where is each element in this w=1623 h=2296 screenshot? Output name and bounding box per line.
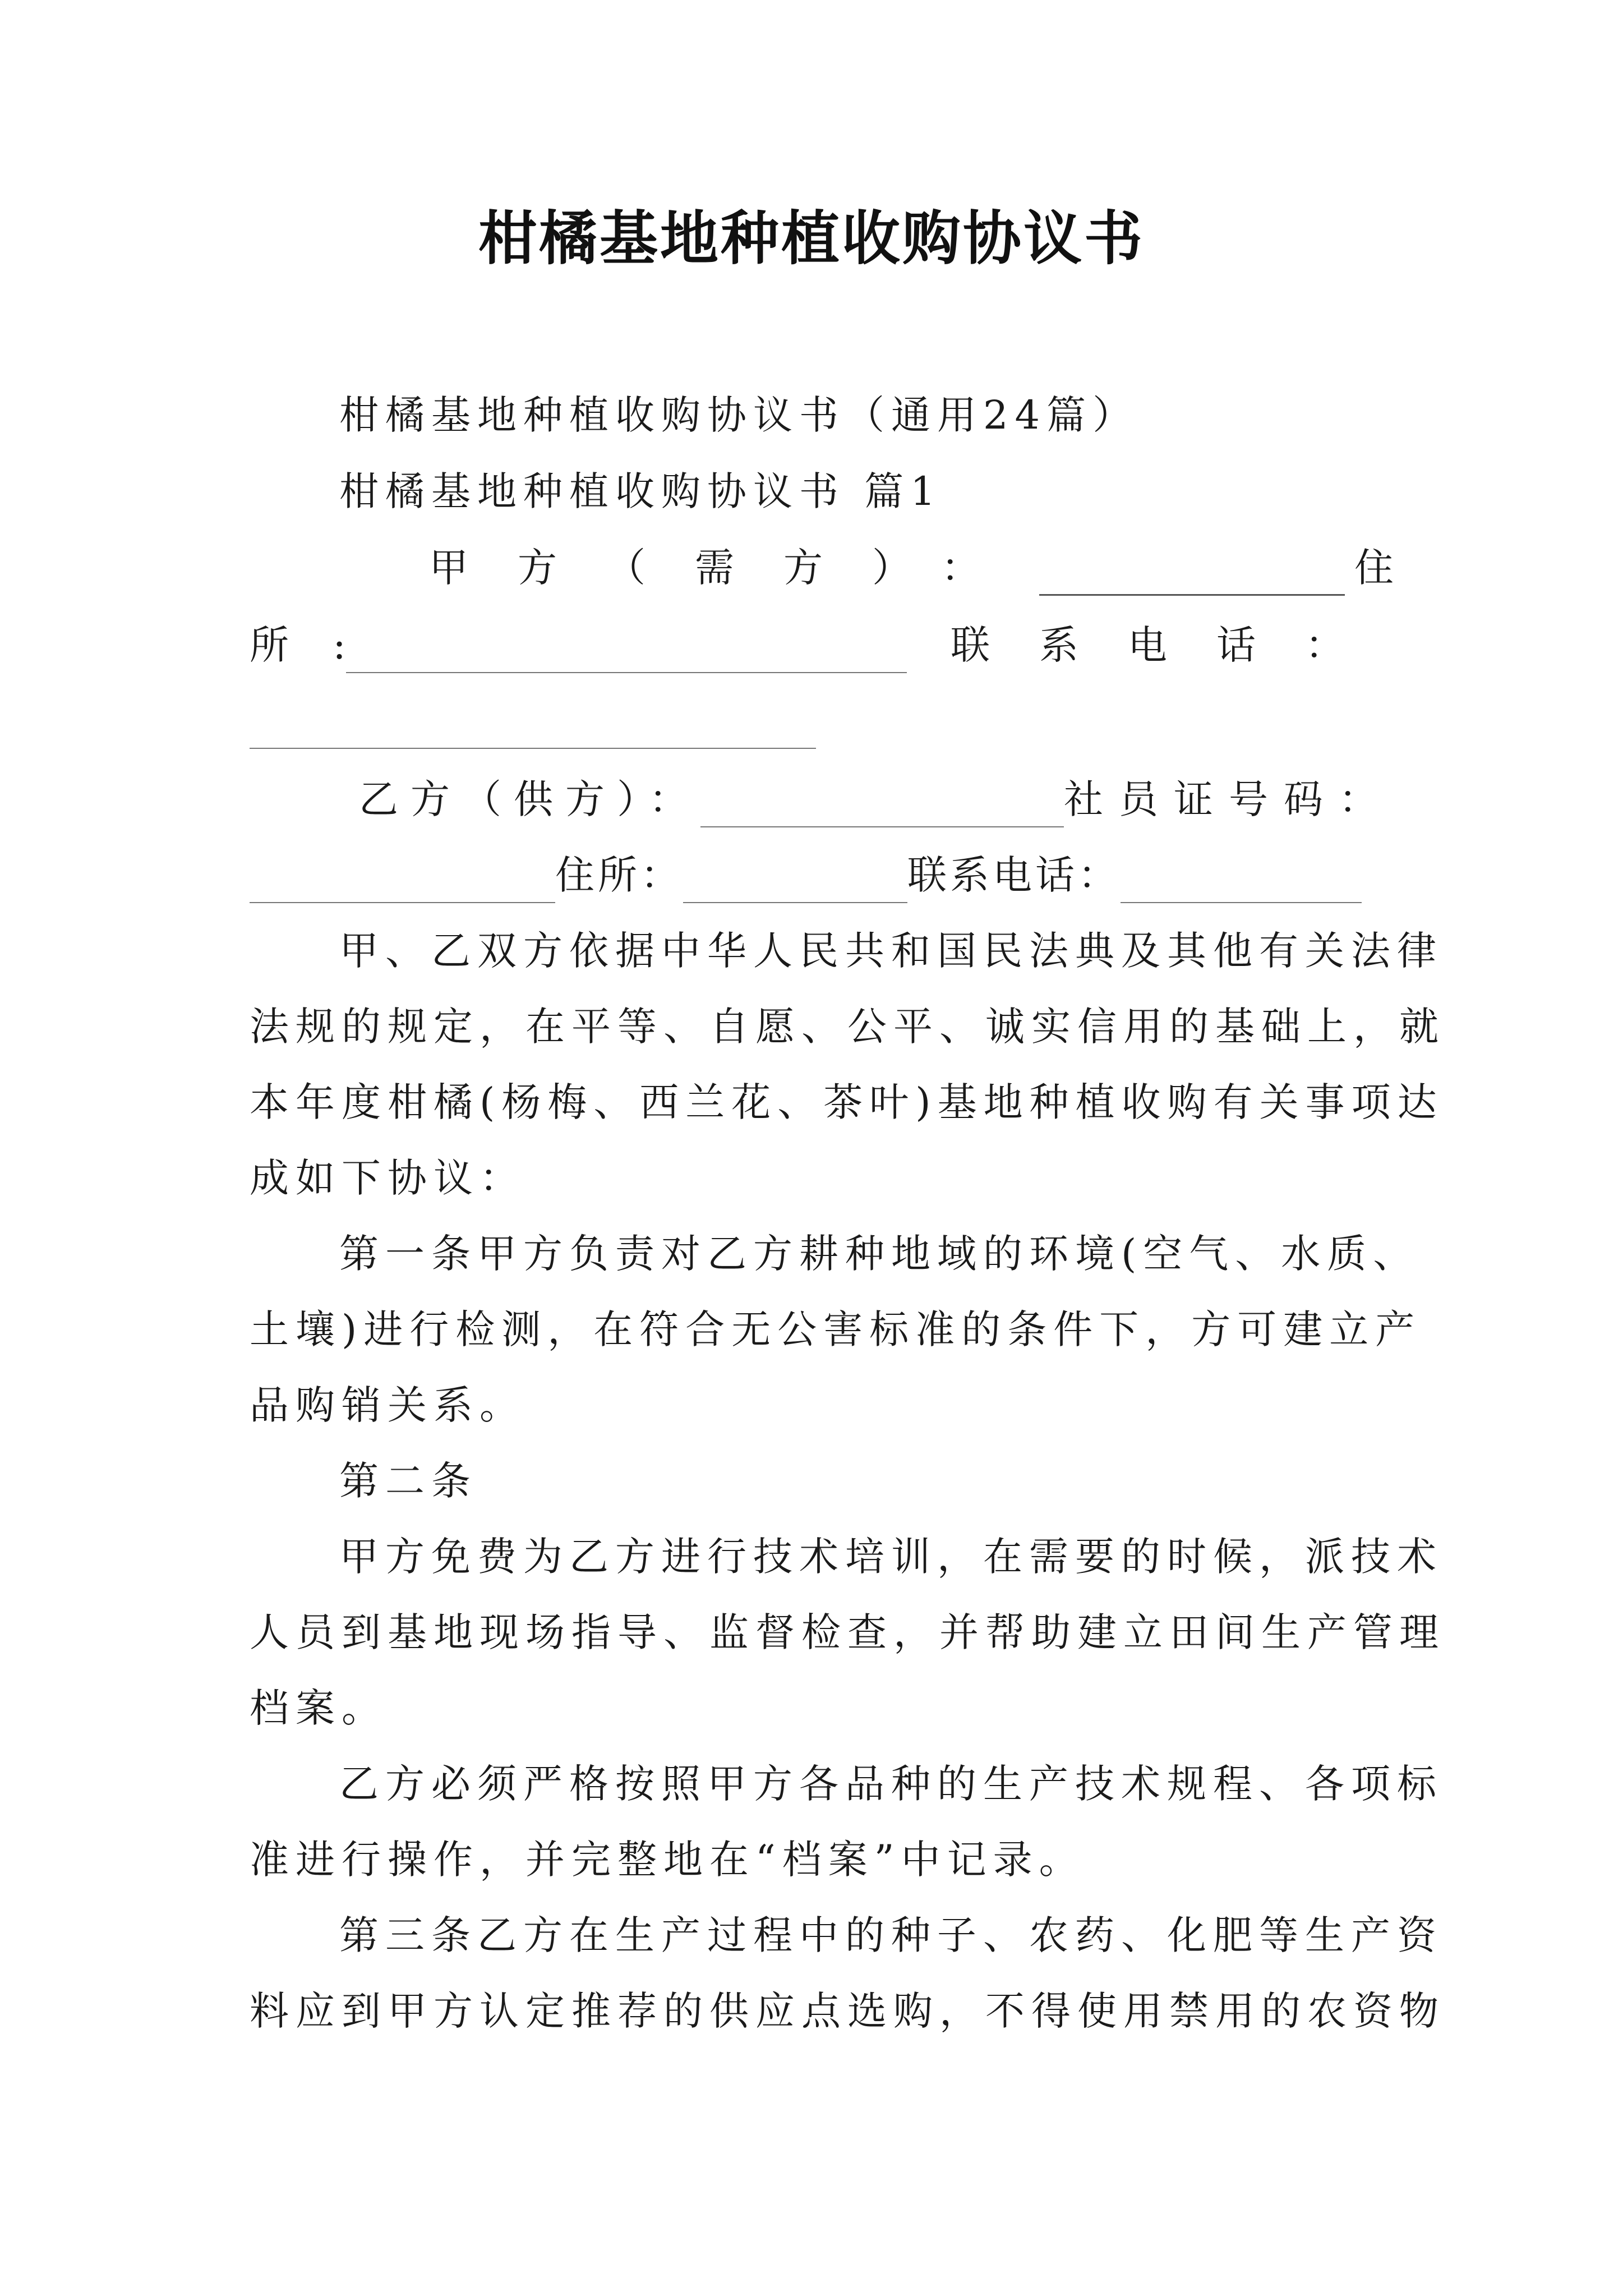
paragraph-line: 甲、乙双方依据中华人民共和国民法典及其他有关法律 bbox=[339, 928, 1443, 974]
article-heading: 第二条 bbox=[339, 1458, 477, 1504]
party-a-row bbox=[429, 540, 1394, 596]
document-title: 柑橘基地种植收购协议书 bbox=[478, 204, 1145, 273]
party-b-address-blank bbox=[683, 866, 907, 903]
party-a-address-blank bbox=[346, 636, 907, 673]
party-b-name-blank bbox=[700, 790, 1064, 827]
party-a-address-label-end: 所 bbox=[250, 622, 289, 668]
paragraph-line: 第三条乙方在生产过程中的种子、农药、化肥等生产资 bbox=[339, 1912, 1443, 1958]
document-subtitle: 柑橘基地种植收购协议书（通用24篇） bbox=[339, 392, 1139, 438]
paragraph-line: 第一条甲方负责对乙方耕种地域的环境(空气、水质、 bbox=[339, 1231, 1419, 1277]
party-a-phone-blank bbox=[250, 712, 816, 749]
party-a-address-label-start: 住 bbox=[1354, 545, 1394, 591]
party-b-phone-blank bbox=[1121, 866, 1362, 903]
party-b-contact-row bbox=[250, 847, 1394, 903]
paragraph-line: 成如下协议： bbox=[250, 1155, 525, 1201]
paragraph-line: 土壤)进行检测，在符合无公害标准的条件下，方可建立产 bbox=[250, 1306, 1422, 1352]
paragraph-line: 档案。 bbox=[250, 1685, 388, 1731]
party-a-name-blank bbox=[1039, 558, 1345, 596]
section-heading: 柑橘基地种植收购协议书 篇1 bbox=[339, 468, 942, 514]
party-b-row bbox=[359, 771, 1394, 827]
paragraph-line: 料应到甲方认定推荐的供应点选购，不得使用禁用的农资物 bbox=[250, 1988, 1445, 2034]
paragraph-line: 准进行操作，并完整地在“档案”中记录。 bbox=[250, 1837, 1085, 1883]
paragraph-line: 甲方免费为乙方进行技术培训，在需要的时候，派技术 bbox=[339, 1534, 1443, 1580]
party-b-phone-label: 联系电话： bbox=[907, 852, 1121, 898]
party-b-member-id-label: 社员证号码： bbox=[1064, 776, 1394, 822]
paragraph-line: 品购销关系。 bbox=[250, 1382, 525, 1428]
party-a-phone-row bbox=[250, 693, 1394, 749]
paragraph-line: 法规的规定，在平等、自愿、公平、诚实信用的基础上，就 bbox=[250, 1004, 1445, 1050]
party-a-label: 甲方（需方）： bbox=[429, 545, 1030, 591]
party-a-phone-label: 联系电话： bbox=[951, 622, 1394, 668]
party-b-label: 乙方（供方）： bbox=[359, 776, 700, 822]
party-a-address-row: 所 : 联系电话： bbox=[250, 617, 1394, 673]
paragraph-line: 乙方必须严格按照甲方各品种的生产技术规程、各项标 bbox=[339, 1761, 1443, 1807]
party-b-member-id-blank bbox=[250, 866, 555, 903]
paragraph-line: 本年度柑橘(杨梅、西兰花、茶叶)基地种植收购有关事项达 bbox=[250, 1079, 1444, 1125]
party-b-address-label: 住所： bbox=[555, 852, 683, 898]
paragraph-line: 人员到基地现场指导、监督检查，并帮助建立田间生产管理 bbox=[250, 1609, 1445, 1655]
